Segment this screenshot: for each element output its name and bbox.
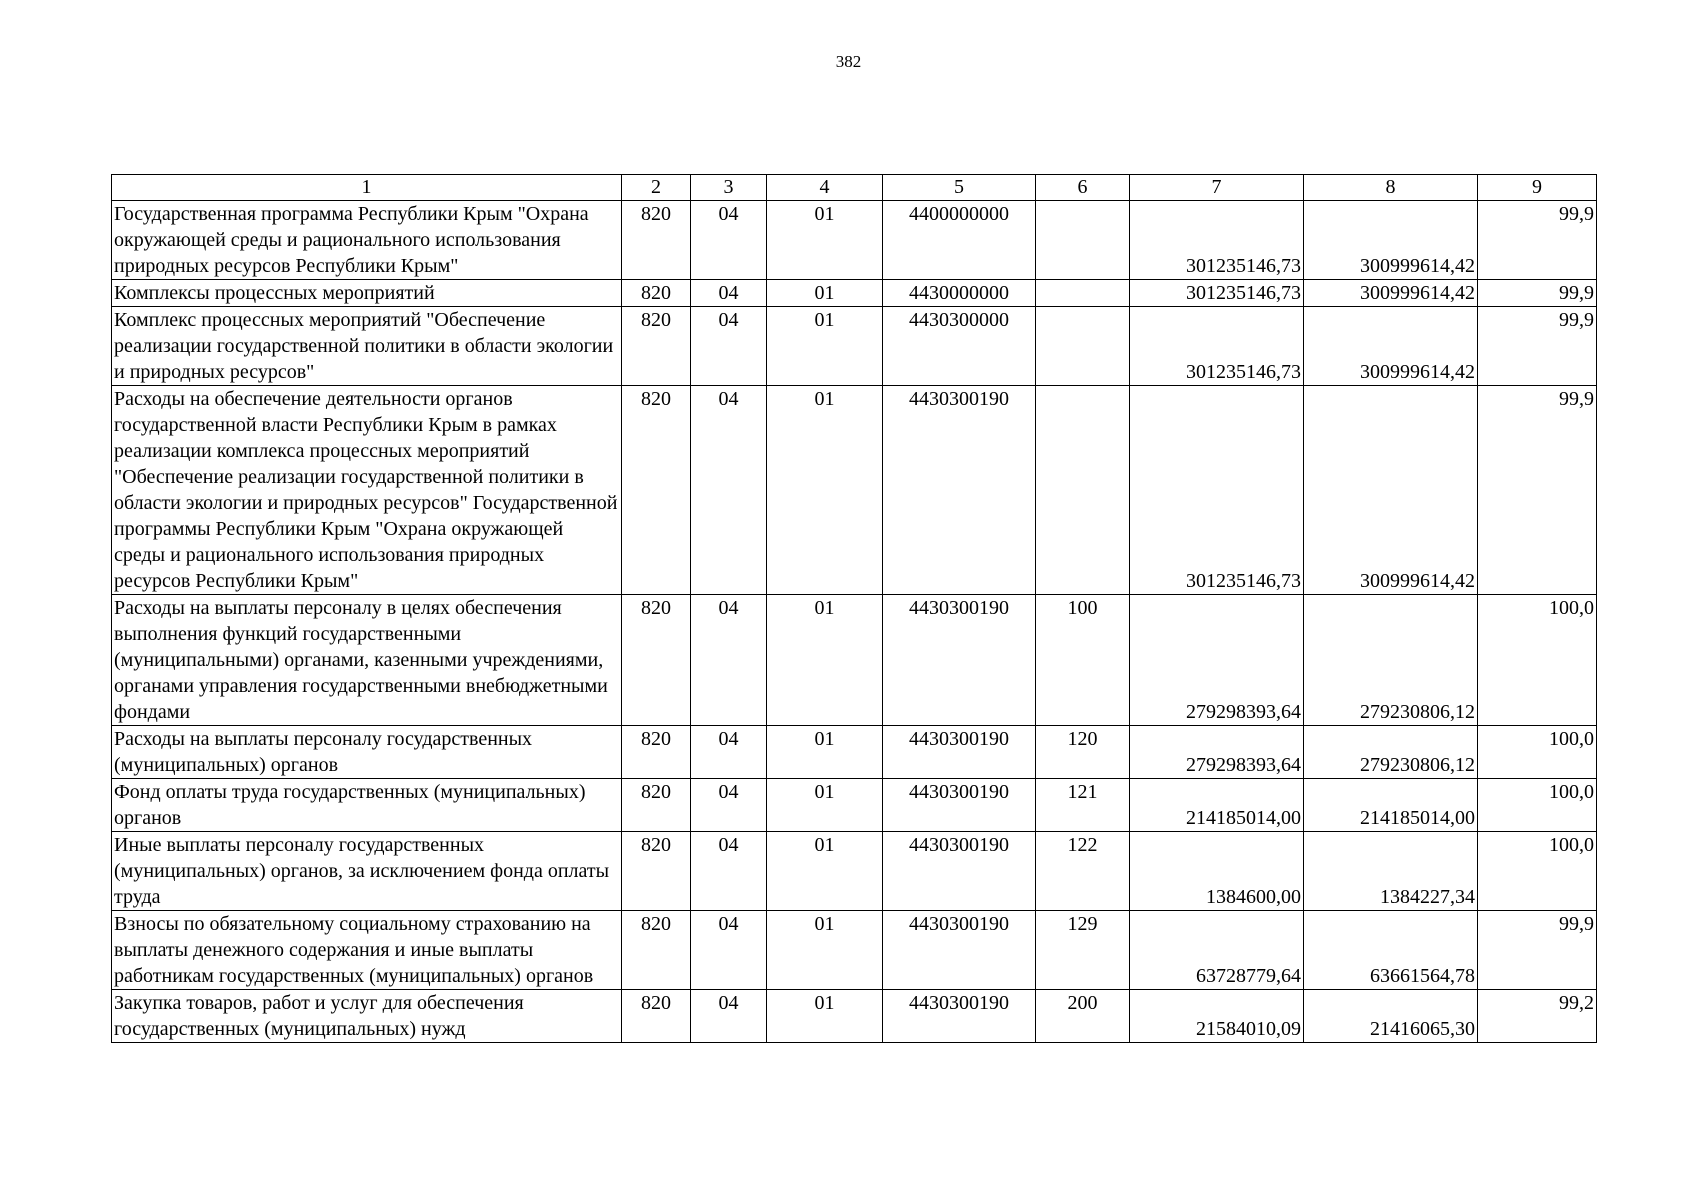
row-name-cell: Комплекс процессных мероприятий "Обеспечение реализации государственной политики в области экологии и природных ресурсов" <box>112 307 622 386</box>
target-article-cell: 4430300000 <box>883 307 1036 386</box>
section-cell: 04 <box>691 307 767 386</box>
column-header: 1 <box>112 175 622 201</box>
column-header: 2 <box>622 175 691 201</box>
execution-percent-cell: 100,0 <box>1478 832 1597 911</box>
planned-amount-cell: 301235146,73 <box>1130 386 1304 595</box>
column-header: 8 <box>1304 175 1478 201</box>
target-article-cell: 4430300190 <box>883 911 1036 990</box>
page-number: 382 <box>835 52 862 71</box>
execution-percent-cell: 99,9 <box>1478 911 1597 990</box>
planned-amount-cell: 301235146,73 <box>1130 280 1304 307</box>
target-article-cell: 4430300190 <box>883 595 1036 726</box>
section-cell: 04 <box>691 990 767 1043</box>
table-row <box>112 832 1597 911</box>
column-header: 6 <box>1036 175 1130 201</box>
column-header: 4 <box>767 175 883 201</box>
executed-amount-cell: 21416065,30 <box>1304 990 1478 1043</box>
row-name-cell: Расходы на обеспечение деятельности органов государственной власти Республики Крым в рамках реализации комплекса процессных мероприятий "Обеспечение реализации государственной политики в области экологии и природных ресурсов" Государственной программы Республики Крым "Охрана окружающей среды и рационального использования природных ресурсов Республики Крым" <box>112 386 622 595</box>
planned-amount-cell: 301235146,73 <box>1130 307 1304 386</box>
execution-percent-cell: 100,0 <box>1478 595 1597 726</box>
expense-type-cell <box>1036 307 1130 386</box>
execution-percent-cell: 99,9 <box>1478 307 1597 386</box>
target-article-cell: 4430000000 <box>883 280 1036 307</box>
admin-code-cell: 820 <box>622 990 691 1043</box>
admin-code-cell: 820 <box>622 386 691 595</box>
row-name-cell: Расходы на выплаты персоналу государственных (муниципальных) органов <box>112 726 622 779</box>
planned-amount-cell: 279298393,64 <box>1130 595 1304 726</box>
admin-code-cell: 820 <box>622 280 691 307</box>
row-name-cell: Расходы на выплаты персоналу в целях обеспечения выполнения функций государственными (муниципальными) органами, казенными учреждениями, органами управления государственными внебюджетными фондами <box>112 595 622 726</box>
executed-amount-cell: 214185014,00 <box>1304 779 1478 832</box>
expense-type-cell <box>1036 386 1130 595</box>
section-cell: 04 <box>691 280 767 307</box>
section-cell: 04 <box>691 386 767 595</box>
expense-type-cell <box>1036 201 1130 280</box>
admin-code-cell: 820 <box>622 726 691 779</box>
target-article-cell: 4430300190 <box>883 832 1036 911</box>
execution-percent-cell: 99,9 <box>1478 280 1597 307</box>
table-row <box>112 280 1597 307</box>
executed-amount-cell: 300999614,42 <box>1304 386 1478 595</box>
subsection-cell: 01 <box>767 832 883 911</box>
planned-amount-cell: 63728779,64 <box>1130 911 1304 990</box>
row-name-cell: Комплексы процессных мероприятий <box>112 280 622 307</box>
expense-type-cell: 200 <box>1036 990 1130 1043</box>
row-name-cell: Взносы по обязательному социальному страхованию на выплаты денежного содержания и иные выплаты работникам государственных (муниципальных) органов <box>112 911 622 990</box>
subsection-cell: 01 <box>767 595 883 726</box>
execution-percent-cell: 99,9 <box>1478 201 1597 280</box>
subsection-cell: 01 <box>767 911 883 990</box>
target-article-cell: 4430300190 <box>883 386 1036 595</box>
executed-amount-cell: 63661564,78 <box>1304 911 1478 990</box>
table-row <box>112 911 1597 990</box>
table-row <box>112 201 1597 280</box>
expense-type-cell: 129 <box>1036 911 1130 990</box>
admin-code-cell: 820 <box>622 307 691 386</box>
executed-amount-cell: 279230806,12 <box>1304 595 1478 726</box>
executed-amount-cell: 279230806,12 <box>1304 726 1478 779</box>
section-cell: 04 <box>691 779 767 832</box>
admin-code-cell: 820 <box>622 911 691 990</box>
execution-percent-cell: 99,9 <box>1478 386 1597 595</box>
table-row <box>112 779 1597 832</box>
row-name-cell: Государственная программа Республики Крым "Охрана окружающей среды и рационального использования природных ресурсов Республики Крым" <box>112 201 622 280</box>
planned-amount-cell: 279298393,64 <box>1130 726 1304 779</box>
row-name-cell: Закупка товаров, работ и услуг для обеспечения государственных (муниципальных) нужд <box>112 990 622 1043</box>
planned-amount-cell: 214185014,00 <box>1130 779 1304 832</box>
budget-table <box>111 174 1597 1043</box>
expense-type-cell: 120 <box>1036 726 1130 779</box>
table-row <box>112 990 1597 1043</box>
target-article-cell: 4400000000 <box>883 201 1036 280</box>
target-article-cell: 4430300190 <box>883 990 1036 1043</box>
planned-amount-cell: 1384600,00 <box>1130 832 1304 911</box>
target-article-cell: 4430300190 <box>883 726 1036 779</box>
expense-type-cell <box>1036 280 1130 307</box>
table-row <box>112 595 1597 726</box>
subsection-cell: 01 <box>767 726 883 779</box>
admin-code-cell: 820 <box>622 201 691 280</box>
table-row <box>112 726 1597 779</box>
planned-amount-cell: 301235146,73 <box>1130 201 1304 280</box>
admin-code-cell: 820 <box>622 779 691 832</box>
execution-percent-cell: 100,0 <box>1478 779 1597 832</box>
subsection-cell: 01 <box>767 201 883 280</box>
table-header-row <box>112 175 1597 201</box>
subsection-cell: 01 <box>767 307 883 386</box>
subsection-cell: 01 <box>767 386 883 595</box>
executed-amount-cell: 300999614,42 <box>1304 307 1478 386</box>
subsection-cell: 01 <box>767 779 883 832</box>
section-cell: 04 <box>691 726 767 779</box>
column-header: 5 <box>883 175 1036 201</box>
planned-amount-cell: 21584010,09 <box>1130 990 1304 1043</box>
row-name-cell: Иные выплаты персоналу государственных (муниципальных) органов, за исключением фонда оплаты труда <box>112 832 622 911</box>
table-row <box>112 386 1597 595</box>
expense-type-cell: 100 <box>1036 595 1130 726</box>
column-header: 7 <box>1130 175 1304 201</box>
admin-code-cell: 820 <box>622 595 691 726</box>
target-article-cell: 4430300190 <box>883 779 1036 832</box>
subsection-cell: 01 <box>767 990 883 1043</box>
admin-code-cell: 820 <box>622 832 691 911</box>
column-header: 9 <box>1478 175 1597 201</box>
column-header: 3 <box>691 175 767 201</box>
table-row <box>112 307 1597 386</box>
subsection-cell: 01 <box>767 280 883 307</box>
expense-type-cell: 121 <box>1036 779 1130 832</box>
section-cell: 04 <box>691 832 767 911</box>
section-cell: 04 <box>691 201 767 280</box>
expense-type-cell: 122 <box>1036 832 1130 911</box>
execution-percent-cell: 99,2 <box>1478 990 1597 1043</box>
row-name-cell: Фонд оплаты труда государственных (муниципальных) органов <box>112 779 622 832</box>
section-cell: 04 <box>691 911 767 990</box>
executed-amount-cell: 300999614,42 <box>1304 201 1478 280</box>
section-cell: 04 <box>691 595 767 726</box>
executed-amount-cell: 300999614,42 <box>1304 280 1478 307</box>
execution-percent-cell: 100,0 <box>1478 726 1597 779</box>
executed-amount-cell: 1384227,34 <box>1304 832 1478 911</box>
